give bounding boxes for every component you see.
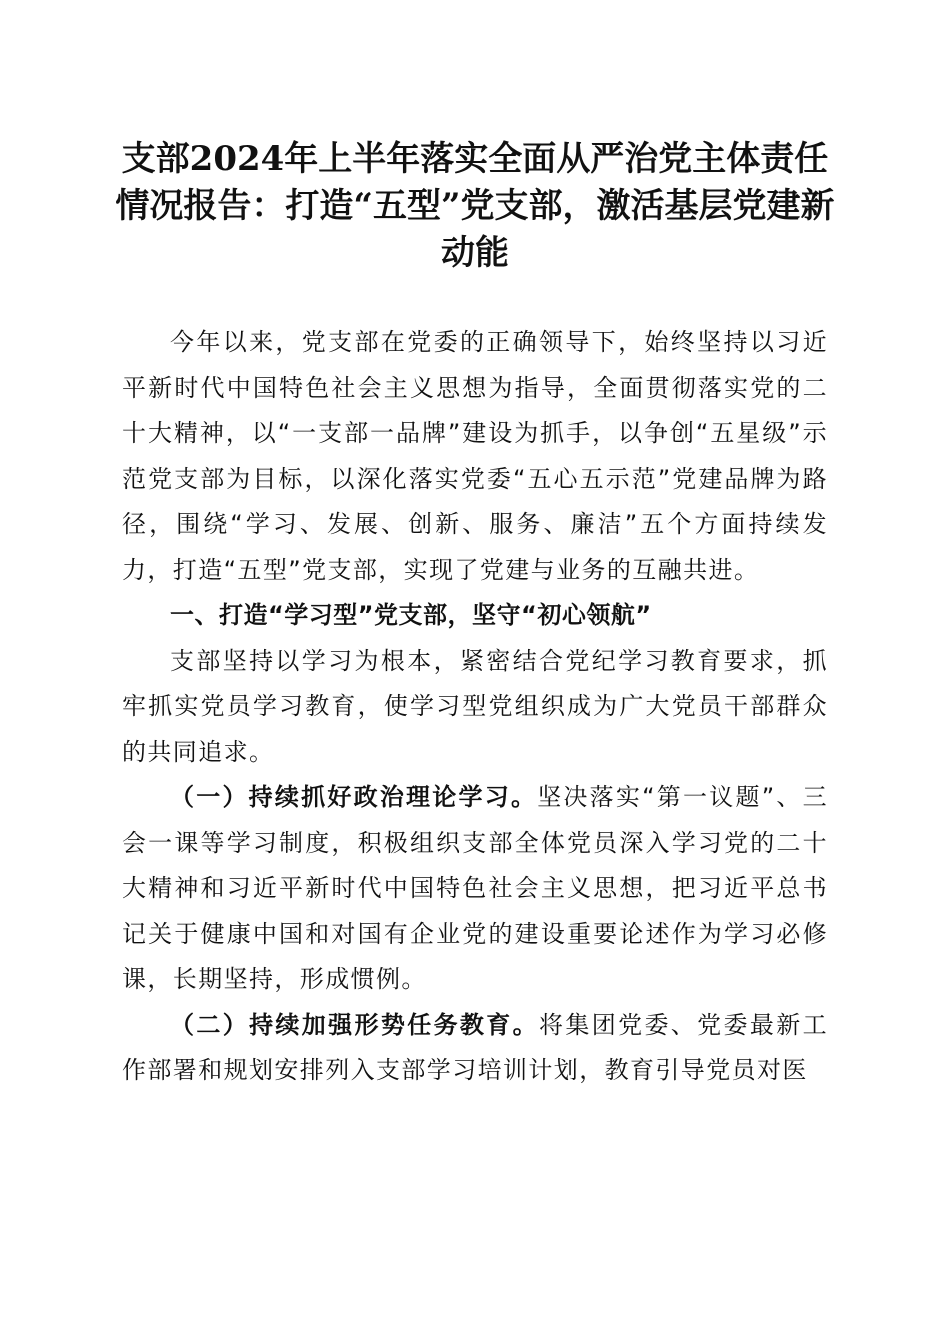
subsection-paragraph-2 — [122, 1003, 828, 1094]
subsection-text-1: 坚决落实“第一议题”、三会一课等学习制度，积极组织支部全体党员深入学习党的二十大精神和习近平新时代中国特色社会主义思想，把习近平总书记关于健康中国和对国有企业党的建设重要论述作为学习必修课，长期坚持，形成惯例。 — [122, 783, 828, 993]
subsection-paragraph-1 — [122, 775, 828, 1003]
subsection-text-2: 将集团党委、党委最新工作部署和规划安排列入支部学习培训计划，教育引导党员对医 — [122, 1010, 828, 1084]
intro-paragraph: 今年以来，党支部在党委的正确领导下，始终坚持以习近平新时代中国特色社会主义思想为指导，全面贯彻落实党的二十大精神，以“一支部一品牌”建设为抓手，以争创“五星级”示范党支部为目标，以深化落实党委“五心五示范”党建品牌为路径，围绕“学习、发展、创新、服务、廉洁”五个方面持续发力，打造“五型”党支部，实现了党建与业务的互融共进。 — [122, 328, 828, 584]
section-heading: 一、打造“学习型”党支部，坚守“初心领航” — [170, 601, 652, 629]
subsection-lead-1: （一）持续抓好政治理论学习。 — [170, 783, 538, 811]
section-intro-paragraph: 支部坚持以学习为根本，紧密结合党纪学习教育要求，抓牢抓实党员学习教育，使学习型党组织成为广大党员干部群众的共同追求。 — [122, 646, 828, 766]
document-body — [122, 320, 828, 1094]
subsection-lead-2: （二）持续加强形势任务教育。 — [170, 1010, 540, 1039]
document-title: 支部2024年上半年落实全面从严治党主体责任情况报告：打造“五型”党支部，激活基层党建新动能 — [115, 139, 835, 273]
